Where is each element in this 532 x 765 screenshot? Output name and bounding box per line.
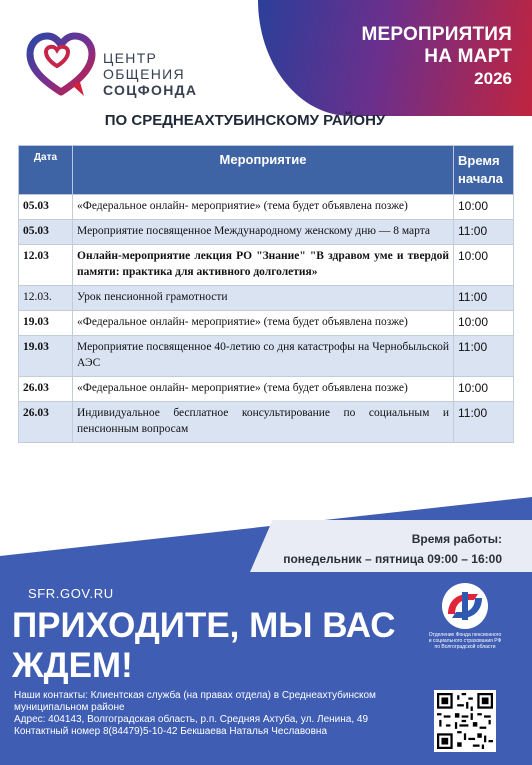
contacts <box>14 690 414 738</box>
table-row <box>19 311 514 336</box>
row-event: Онлайн-мероприятие лекция РО "Знание" "В здравом уме и твердой памяти: практика для активного долголетия» <box>73 245 454 286</box>
row-date: 12.03. <box>19 286 73 311</box>
row-event: Урок пенсионной грамотности <box>73 286 454 311</box>
qr-code[interactable] <box>434 690 496 752</box>
row-event: «Федеральное онлайн- мероприятие» (тема будет объявлена позже) <box>73 311 454 336</box>
row-date: 26.03 <box>19 402 73 443</box>
table-row <box>19 220 514 245</box>
row-date: 19.03 <box>19 336 73 377</box>
row-time: 10:00 <box>454 245 514 286</box>
header-banner <box>258 0 532 116</box>
row-time: 10:00 <box>454 377 514 402</box>
table-row <box>19 336 514 377</box>
row-date: 05.03 <box>19 195 73 220</box>
banner-title-line1: МЕРОПРИЯТИЯ <box>361 24 512 45</box>
logo-line1: ЦЕНТР <box>103 50 158 66</box>
table-row <box>19 402 514 443</box>
slogan-line2: ЖДЕМ! <box>12 646 133 685</box>
row-time: 10:00 <box>454 311 514 336</box>
sfr-caption: Отделение Фонда пенсионного и социального страхования РФ по Волгоградской области <box>428 632 502 650</box>
events-table <box>18 145 514 443</box>
table-row <box>19 245 514 286</box>
row-date: 19.03 <box>19 311 73 336</box>
logo-line3: СОЦФОНДА <box>103 82 198 98</box>
row-time: 11:00 <box>454 286 514 311</box>
row-time: 10:00 <box>454 195 514 220</box>
header-banner-text <box>362 24 512 90</box>
subtitle: ПО СРЕДНЕАХТУБИНСКОМУ РАЙОНУ <box>104 112 386 129</box>
table-row <box>19 195 514 220</box>
heart-logo-icon <box>24 30 98 100</box>
row-time: 11:00 <box>454 220 514 245</box>
row-event: Мероприятие посвященное Международному женскому дню — 8 марта <box>73 220 454 245</box>
row-event: «Федеральное онлайн- мероприятие» (тема будет объявлена позже) <box>73 195 454 220</box>
slogan <box>12 606 412 686</box>
table-row <box>19 377 514 402</box>
table-row <box>19 286 514 311</box>
column-header-date: Дата <box>19 146 73 195</box>
contacts-line3: Контактный номер 8(84479)5-10-42 Бекшаева Наталья Чеславовна <box>14 726 328 737</box>
table-header-row <box>19 146 514 195</box>
website-link[interactable]: SFR.GOV.RU <box>28 586 114 601</box>
slogan-line1: ПРИХОДИТЕ, МЫ ВАС <box>12 606 396 645</box>
hours-label: Время работы: <box>411 532 502 546</box>
banner-title-line2: НА МАРТ <box>424 46 512 67</box>
row-date: 12.03 <box>19 245 73 286</box>
column-header-time: Время начала <box>454 146 514 195</box>
working-hours <box>283 529 502 569</box>
row-event: Индивидуальное бесплатное консультирование по социальным и пенсионным вопросам <box>73 402 454 443</box>
hours-value: понедельник – пятница 09:00 – 16:00 <box>283 552 502 566</box>
row-date: 26.03 <box>19 377 73 402</box>
sfr-logo-icon <box>434 582 496 630</box>
logo-line2: ОБЩЕНИЯ <box>103 66 185 82</box>
row-event: «Федеральное онлайн- мероприятие» (тема будет объявлена позже) <box>73 377 454 402</box>
row-time: 11:00 <box>454 402 514 443</box>
banner-year: 2026 <box>474 69 512 88</box>
row-date: 05.03 <box>19 220 73 245</box>
contacts-line1: Наши контакты: Клиентская служба (на правах отдела) в Среднеахтубинском муниципальном районе <box>14 690 376 713</box>
logo-text <box>103 50 197 98</box>
qr-code-image <box>437 693 493 749</box>
contacts-line2: Адрес: 404143, Волгоградская область, р.п. Средняя Ахтуба, ул. Ленина, 49 <box>14 714 369 725</box>
column-header-event: Мероприятие <box>73 146 454 195</box>
row-time: 11:00 <box>454 336 514 377</box>
row-event: Мероприятие посвященное 40-летию со дня катастрофы на Чернобыльской АЭС <box>73 336 454 377</box>
